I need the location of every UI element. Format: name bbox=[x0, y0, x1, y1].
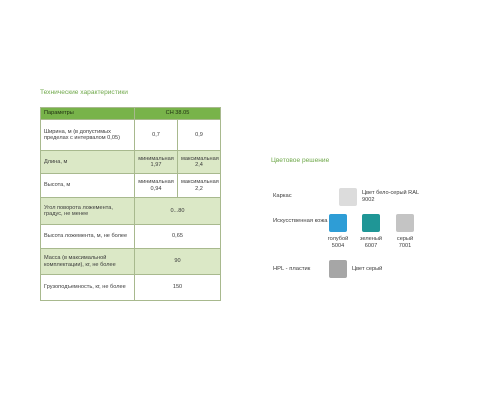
hpl-color-note: Цвет серый bbox=[352, 266, 383, 272]
table-row bbox=[41, 174, 221, 198]
row-value: максимальная 2,2 bbox=[178, 174, 221, 198]
specs-table bbox=[40, 107, 221, 301]
leather-swatch-blue bbox=[329, 214, 347, 232]
row-label: Грузоподъемность, кг, не более bbox=[41, 275, 135, 301]
header-model: СН 38.05 bbox=[135, 108, 221, 120]
row-value: максимальная 2,4 bbox=[178, 151, 221, 174]
table-row bbox=[41, 151, 221, 174]
swatch-name: серый bbox=[396, 236, 414, 242]
swatch-name: голубой bbox=[327, 236, 349, 242]
swatch-code: 6007 bbox=[364, 242, 378, 249]
table-row bbox=[41, 120, 221, 151]
row-value: минимальная 1,97 bbox=[135, 151, 178, 174]
row-value: 90 bbox=[135, 249, 221, 275]
row-value: минимальная 0,94 bbox=[135, 174, 178, 198]
row-value: 150 bbox=[135, 275, 221, 301]
hpl-label: HPL - пластик bbox=[273, 266, 311, 272]
row-label: Длина, м bbox=[41, 151, 135, 174]
row-label: Высота ложемента, м, не более bbox=[41, 225, 135, 249]
frame-label: Каркас bbox=[273, 193, 292, 199]
leather-swatch-gray bbox=[396, 214, 414, 232]
leather-label: Искусственная кожа bbox=[273, 218, 328, 224]
swatch-code: 7001 bbox=[398, 242, 412, 249]
frame-swatch bbox=[339, 188, 357, 206]
swatch-name: зеленый bbox=[359, 236, 383, 242]
row-value: 0,9 bbox=[178, 120, 221, 151]
table-header-row bbox=[41, 108, 221, 120]
row-label: Высота, м bbox=[41, 174, 135, 198]
tech-specs-title: Технические характеристики bbox=[40, 89, 128, 96]
table-row bbox=[41, 275, 221, 301]
row-value: 0,65 bbox=[135, 225, 221, 249]
frame-color-note: Цвет бело-серый RAL 9002 bbox=[362, 190, 419, 203]
table-row bbox=[41, 225, 221, 249]
swatch-caption bbox=[385, 236, 425, 249]
header-param: Параметры bbox=[41, 108, 135, 120]
leather-swatch-green bbox=[362, 214, 380, 232]
row-value: 0,7 bbox=[135, 120, 178, 151]
row-label: Угол поворота ложемента, градус, не менее bbox=[41, 198, 135, 225]
row-label: Ширина, м (в допустимых пределах с интервалом 0,05) bbox=[41, 120, 135, 151]
color-solution-title: Цветовое решение bbox=[271, 157, 330, 164]
row-label: Масса (в максимальной комплектации), кг, не более bbox=[41, 249, 135, 275]
hpl-swatch bbox=[329, 260, 347, 278]
row-value: 0...80 bbox=[135, 198, 221, 225]
table-row bbox=[41, 198, 221, 225]
swatch-code: 5004 bbox=[331, 242, 345, 249]
table-row bbox=[41, 249, 221, 275]
